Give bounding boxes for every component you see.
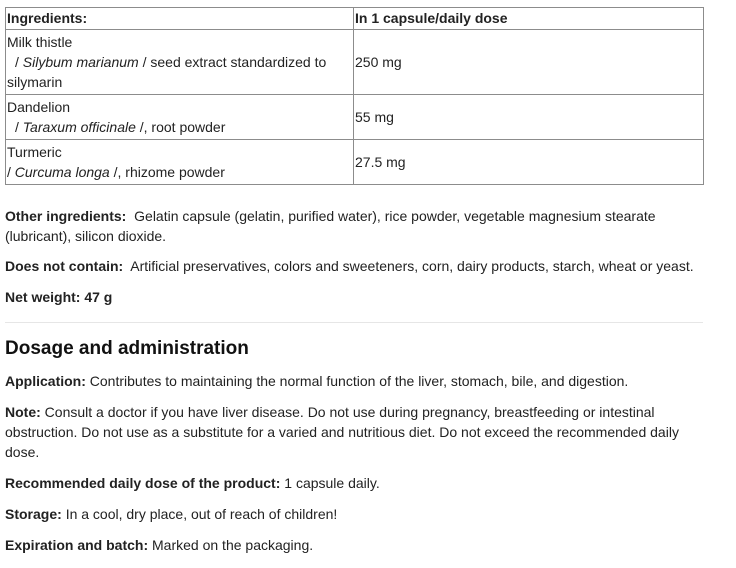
table-row	[6, 95, 704, 140]
ingredient-latin-prefix: /	[7, 164, 15, 180]
other-ingredients-text: Gelatin capsule (gelatin, purified water), rice powder, vegetable magnesium stearate (lubricant), silicon dioxide.	[5, 208, 656, 244]
note-text: Consult a doctor if you have liver disease. Do not use during pregnancy, breastfeeding or intestinal obstruction. Do not use as a substitute for a varied and nutritious diet. Do not exceed the recommended daily dose.	[5, 404, 679, 460]
ingredient-desc: /, rhizome powder	[109, 164, 225, 180]
ingredient-cell	[6, 30, 354, 95]
ingredient-desc: / seed extract standardized to silymarin	[7, 54, 327, 90]
expiration-text: Marked on the packaging.	[152, 537, 314, 553]
ingredient-name: Turmeric	[7, 144, 62, 160]
other-ingredients	[5, 206, 703, 246]
ingredient-name: Dandelion	[7, 99, 71, 115]
ingredient-latin: Curcuma longa	[14, 164, 110, 180]
table-header-row	[6, 8, 704, 30]
note-label: Note:	[5, 404, 41, 420]
does-not-contain-text: Artificial preservatives, colors and sweeteners, corn, dairy products, starch, wheat or yeast.	[130, 258, 694, 274]
storage-label: Storage:	[5, 506, 62, 522]
ingredients-table	[5, 7, 704, 185]
dosage-title: Dosage and administration	[5, 338, 249, 359]
ingredient-latin-prefix: /	[15, 54, 23, 70]
ingredient-latin: Taraxum officinale	[22, 119, 136, 135]
ingredients-header: Ingredients:	[6, 8, 354, 30]
application-text: Contributes to maintaining the normal function of the liver, stomach, bile, and digestion.	[89, 373, 629, 389]
ingredient-latin: Silybum marianum	[22, 54, 139, 70]
ingredient-cell	[6, 140, 354, 185]
does-not-contain-label: Does not contain:	[5, 258, 124, 274]
storage-text: In a cool, dry place, out of reach of children!	[65, 506, 338, 522]
product-info	[5, 7, 703, 555]
ingredient-desc: /, root powder	[135, 119, 226, 135]
application	[5, 371, 703, 391]
net-weight	[5, 287, 703, 307]
expiration-label: Expiration and batch:	[5, 537, 149, 553]
table-row	[6, 140, 704, 185]
dose-cell: 55 mg	[354, 95, 704, 140]
ingredient-cell	[6, 95, 354, 140]
recommended-dose	[5, 473, 703, 493]
expiration	[5, 535, 703, 555]
section-divider	[5, 322, 703, 323]
dose-header: In 1 capsule/daily dose	[354, 8, 704, 30]
ingredient-latin-prefix: /	[15, 119, 23, 135]
other-ingredients-label: Other ingredients:	[5, 208, 127, 224]
recommended-dose-text: 1 capsule daily.	[284, 475, 380, 491]
does-not-contain	[5, 256, 703, 276]
recommended-dose-label: Recommended daily dose of the product:	[5, 475, 281, 491]
application-label: Application:	[5, 373, 86, 389]
table-row	[6, 30, 704, 95]
ingredient-name: Milk thistle	[7, 34, 73, 50]
dose-cell: 27.5 mg	[354, 140, 704, 185]
note	[5, 402, 703, 462]
dose-cell: 250 mg	[354, 30, 704, 95]
storage	[5, 504, 703, 524]
net-weight-text: Net weight: 47 g	[5, 289, 113, 305]
